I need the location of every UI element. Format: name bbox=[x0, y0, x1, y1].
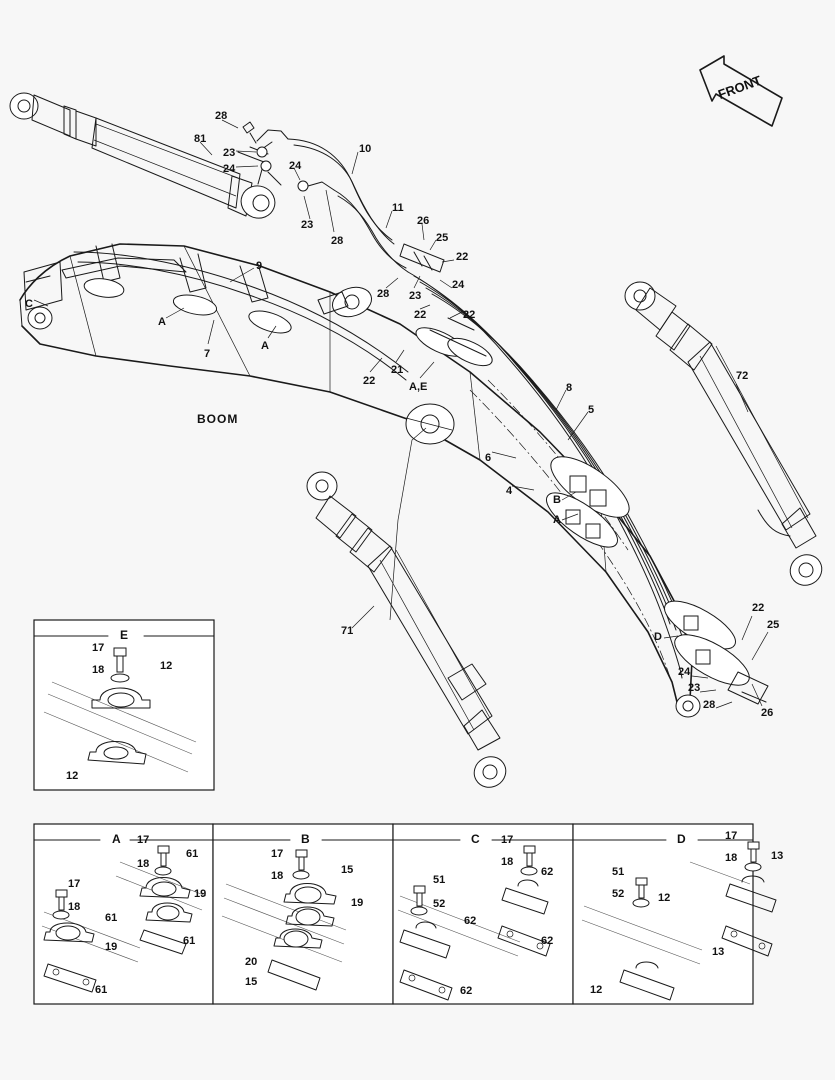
panel-title-a: A bbox=[112, 832, 121, 846]
left-hydraulic-cylinder bbox=[307, 472, 511, 793]
callout-24b: 24 bbox=[289, 160, 302, 172]
panel-a-label-61d: 61 bbox=[95, 984, 108, 996]
panel-a-label-18b: 18 bbox=[68, 901, 81, 913]
panel-d-label-18: 18 bbox=[725, 852, 738, 864]
panel-d-label-51: 51 bbox=[612, 866, 625, 878]
panel-a-label-61b: 61 bbox=[183, 935, 196, 947]
callout-22b: 22 bbox=[414, 309, 427, 321]
panel-c-label-62a: 62 bbox=[541, 866, 554, 878]
callout-8: 8 bbox=[566, 382, 573, 394]
callout-24: 24 bbox=[223, 163, 236, 175]
callout-25: 25 bbox=[436, 232, 449, 244]
panel-a-label-17a: 17 bbox=[137, 834, 150, 846]
callout-4: 4 bbox=[506, 485, 513, 497]
panel-d-label-13a: 13 bbox=[771, 850, 784, 862]
callout-28c: 28 bbox=[377, 288, 390, 300]
panel-a-label-17b: 17 bbox=[68, 878, 81, 890]
panel-d-label-12a: 12 bbox=[658, 892, 671, 904]
right-hydraulic-cylinder bbox=[625, 282, 827, 591]
callout-81: 81 bbox=[194, 133, 207, 145]
callout-71: 71 bbox=[341, 625, 354, 637]
callout-23d: 23 bbox=[688, 682, 701, 694]
panel-b-label-20: 20 bbox=[245, 956, 258, 968]
callout-5: 5 bbox=[588, 404, 595, 416]
panel-b-label-18: 18 bbox=[271, 870, 284, 882]
panel-c-label-62b: 62 bbox=[464, 915, 477, 927]
callout-26b: 26 bbox=[761, 707, 774, 719]
callout-72: 72 bbox=[736, 370, 749, 382]
panel-e-label-18: 18 bbox=[92, 664, 105, 676]
callout-24c: 24 bbox=[452, 279, 465, 291]
panel-title-e: E bbox=[120, 628, 129, 642]
callout-22e: 22 bbox=[752, 602, 765, 614]
panel-c-label-52: 52 bbox=[433, 898, 446, 910]
callout-section-a1: A bbox=[158, 316, 166, 328]
panel-c-label-62d: 62 bbox=[460, 985, 473, 997]
panel-e-label-12b: 12 bbox=[66, 770, 79, 782]
callout-section-a3: A bbox=[553, 514, 561, 526]
callout-21: 21 bbox=[391, 364, 404, 376]
panel-d-label-12b: 12 bbox=[590, 984, 603, 996]
panel-d-label-52: 52 bbox=[612, 888, 625, 900]
panel-b-label-15a: 15 bbox=[341, 864, 354, 876]
panel-a-label-19a: 19 bbox=[194, 888, 207, 900]
callout-25b: 25 bbox=[767, 619, 780, 631]
callout-23b: 23 bbox=[301, 219, 314, 231]
panel-a-label-61c: 61 bbox=[105, 912, 118, 924]
panel-c-label-18: 18 bbox=[501, 856, 514, 868]
callout-11: 11 bbox=[392, 202, 404, 214]
callout-28b: 28 bbox=[331, 235, 344, 247]
panel-title-d: D bbox=[677, 832, 686, 846]
panel-e-label-12a: 12 bbox=[160, 660, 173, 672]
callout-section-d: D bbox=[654, 631, 662, 643]
callout-section-c: C bbox=[25, 298, 33, 310]
callout-section-b: B bbox=[553, 494, 561, 506]
callout-section-a2: A bbox=[261, 340, 269, 352]
callout-24d: 24 bbox=[678, 666, 691, 678]
front-arrow-label: FRONT bbox=[716, 72, 764, 103]
callout-6: 6 bbox=[485, 452, 492, 464]
callout-28d: 28 bbox=[703, 699, 716, 711]
callout-9: 9 bbox=[256, 260, 263, 272]
callout-7: 7 bbox=[204, 348, 211, 360]
panel-d-label-17: 17 bbox=[725, 830, 738, 842]
callout-10: 10 bbox=[359, 143, 372, 155]
boom-label: BOOM bbox=[197, 412, 239, 426]
panel-c-label-62c: 62 bbox=[541, 935, 554, 947]
callout-23: 23 bbox=[223, 147, 236, 159]
panel-title-c: C bbox=[471, 832, 480, 846]
top-hydraulic-cylinder bbox=[10, 93, 280, 223]
callout-22c: 22 bbox=[463, 309, 476, 321]
panel-c-label-51: 51 bbox=[433, 874, 446, 886]
hose-bundle bbox=[408, 272, 691, 684]
detail-panel-e bbox=[34, 620, 214, 790]
detail-panel-row bbox=[34, 824, 753, 1004]
panel-e-label-17: 17 bbox=[92, 642, 105, 654]
panel-title-b: B bbox=[301, 832, 310, 846]
callout-28: 28 bbox=[215, 110, 228, 122]
callout-section-ae: A,E bbox=[409, 381, 428, 393]
panel-b-label-17: 17 bbox=[271, 848, 284, 860]
callout-23c: 23 bbox=[409, 290, 422, 302]
panel-d-label-13b: 13 bbox=[712, 946, 725, 958]
panel-b-label-15b: 15 bbox=[245, 976, 258, 988]
panel-b-label-19: 19 bbox=[351, 897, 364, 909]
callout-22d: 22 bbox=[363, 375, 376, 387]
callout-26: 26 bbox=[417, 215, 430, 227]
panel-a-label-19b: 19 bbox=[105, 941, 118, 953]
callout-22: 22 bbox=[456, 251, 469, 263]
panel-c-label-17: 17 bbox=[501, 834, 514, 846]
panel-a-label-61a: 61 bbox=[186, 848, 199, 860]
panel-a-label-18a: 18 bbox=[137, 858, 150, 870]
